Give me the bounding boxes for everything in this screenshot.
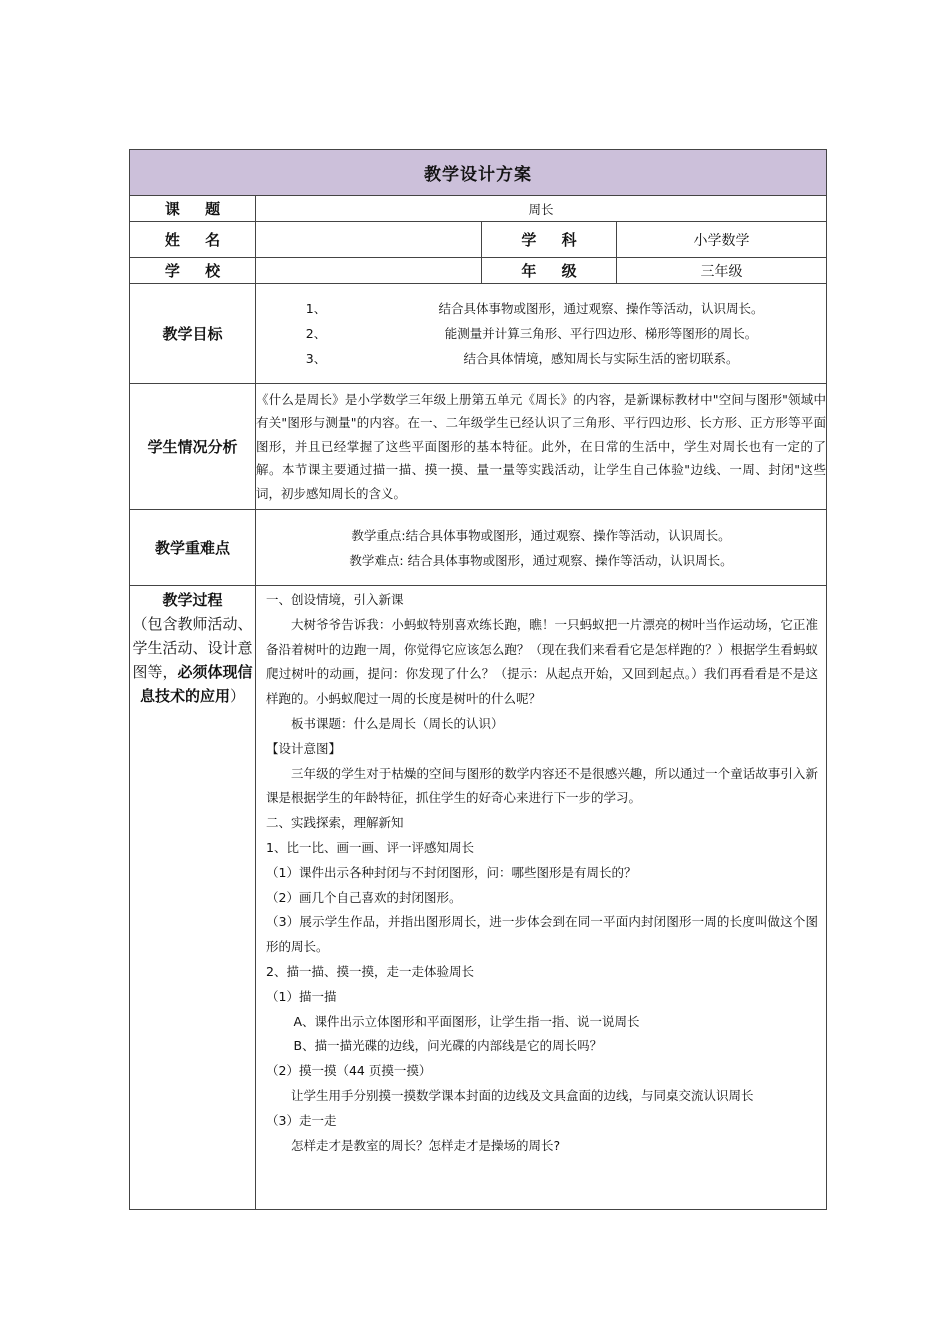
keypoints-label: 教学重难点 (130, 510, 256, 586)
process-line: B、描一描光碟的边线，问光碟的内部线是它的周长吗？ (293, 1038, 603, 1054)
process-note-c: ） (230, 687, 246, 705)
process-paragraph: 三年级的学生对于枯燥的空间与图形的数学内容还不是很感兴趣，所以通过一个童话故事引入新课是根据学生的年龄特征，抓住学生的好奇心来进行下一步的学习。 (266, 765, 818, 806)
analysis-label: 学生情况分析 (130, 384, 256, 510)
process-note-a: （包含教师活动、学生活动、设计意图等， (132, 615, 253, 681)
goals-label: 教学目标 (130, 284, 256, 384)
section-heading: 二、实践探索，理解新知 (266, 815, 404, 831)
process-line: （1）描一描 (266, 988, 337, 1004)
design-intent-heading: 【设计意图】 (266, 740, 342, 756)
process-label (130, 586, 256, 1210)
process-paragraph: 让学生用手分别摸一摸数学课本封面的边线及文具盒面的边线，与同桌交流认识周长 (291, 1087, 754, 1103)
topic-label: 课 题 (130, 196, 256, 222)
process-line: （3）走一走 (266, 1112, 337, 1128)
process-line: A、课件出示立体图形和平面图形，让学生指一指、说一说周长 (293, 1013, 640, 1029)
process-content (256, 586, 827, 1210)
keypoints-row (130, 510, 827, 586)
keypoints-content (256, 510, 827, 586)
title-row (130, 150, 827, 196)
process-label-note (130, 612, 255, 708)
grade-label: 年 级 (482, 258, 617, 284)
process-line: 怎样走才是教室的周长？怎样走才是操场的周长? (291, 1137, 561, 1153)
lesson-plan-table (129, 149, 827, 1210)
process-line: 2、描一描、摸一摸，走一走体验周长 (266, 963, 474, 979)
name-row (130, 222, 827, 258)
process-line: （2）画几个自己喜欢的封闭图形。 (266, 889, 462, 905)
analysis-row (130, 384, 827, 510)
process-row (130, 586, 827, 1210)
goals-content (256, 284, 827, 384)
subject-value: 小学数学 (617, 222, 827, 258)
grade-value: 三年级 (617, 258, 827, 284)
goal-item (256, 321, 826, 346)
process-line: 1、比一比、画一画、评一评感知周长 (266, 839, 474, 855)
process-paragraph: 板书课题：什么是周长（周长的认识） (291, 715, 504, 731)
topic-row (130, 196, 827, 222)
process-line: （2）摸一摸（44 页摸一摸） (266, 1063, 432, 1079)
process-paragraph: 大树爷爷告诉我：小蚂蚁特别喜欢练长跑，瞧！一只蚂蚁把一片漂亮的树叶当作运动场，它正准备沿着树叶的边跑一周，你觉得它应该怎么跑？（现在我们来看看它是怎样跑的？）根据学生看蚂蚁爬过树叶的动画，提问：你发现了什么？（提示：从起点开始，又回到起点。）我们再看看是不是这样跑的。小蚂蚁爬过一周的长度是树叶的什么呢？ (266, 616, 818, 707)
goal-number: 3、 (305, 351, 327, 366)
subject-label: 学 科 (482, 222, 617, 258)
goal-text: 结合具体情境，感知周长与实际生活的密切联系。 (463, 351, 739, 366)
goal-item (256, 346, 826, 371)
section-heading: 一、创设情境，引入新课 (266, 592, 404, 607)
process-line: （3）展示学生作品，并指出图形周长，进一步体会到在同一平面内封闭图形一周的长度叫做这个图形的周长。 (266, 914, 818, 955)
name-label: 姓 名 (130, 222, 256, 258)
teaching-difficulty: 教学难点: 结合具体事物或图形，通过观察、操作等活动，认识周长。 (349, 552, 733, 568)
goal-number: 1、 (305, 301, 327, 316)
goal-number: 2、 (305, 326, 327, 341)
process-label-title: 教学过程 (162, 591, 223, 609)
goal-item (256, 296, 826, 321)
teaching-focus: 教学重点:结合具体事物或图形，通过观察、操作等活动，认识周长。 (351, 527, 731, 543)
school-label: 学 校 (130, 258, 256, 284)
school-row (130, 258, 827, 284)
goals-row (130, 284, 827, 384)
goal-text: 能测量并计算三角形、平行四边形、梯形等图形的周长。 (444, 326, 758, 341)
analysis-text: 《什么是周长》是小学数学三年级上册第五单元《周长》的内容，是新课标教材中"空间与图形"领域中有关"图形与测量"的内容。在一、二年级学生已经认识了三角形、平行四边形、长方形、正方形等平面图形，并且已经掌握了这些平面图形的基本特征。此外，在日常的生活中，学生对周长也有一定的了解。本节课主要通过描一描、摸一摸、量一量等实践活动，让学生自己体验"边线、一周、封闭"这些词，初步感知周长的含义。 (256, 384, 827, 510)
topic-value: 周长 (256, 196, 827, 222)
plan-title: 教学设计方案 (130, 150, 827, 196)
process-line: （1）课件出示各种封闭与不封闭图形，问：哪些图形是有周长的？ (266, 864, 637, 880)
name-value (256, 222, 482, 258)
school-value (256, 258, 482, 284)
process-note-b: 必须体现信息技术的应用 (139, 663, 253, 705)
goal-text: 结合具体事物或图形，通过观察、操作等活动，认识周长。 (438, 301, 764, 316)
